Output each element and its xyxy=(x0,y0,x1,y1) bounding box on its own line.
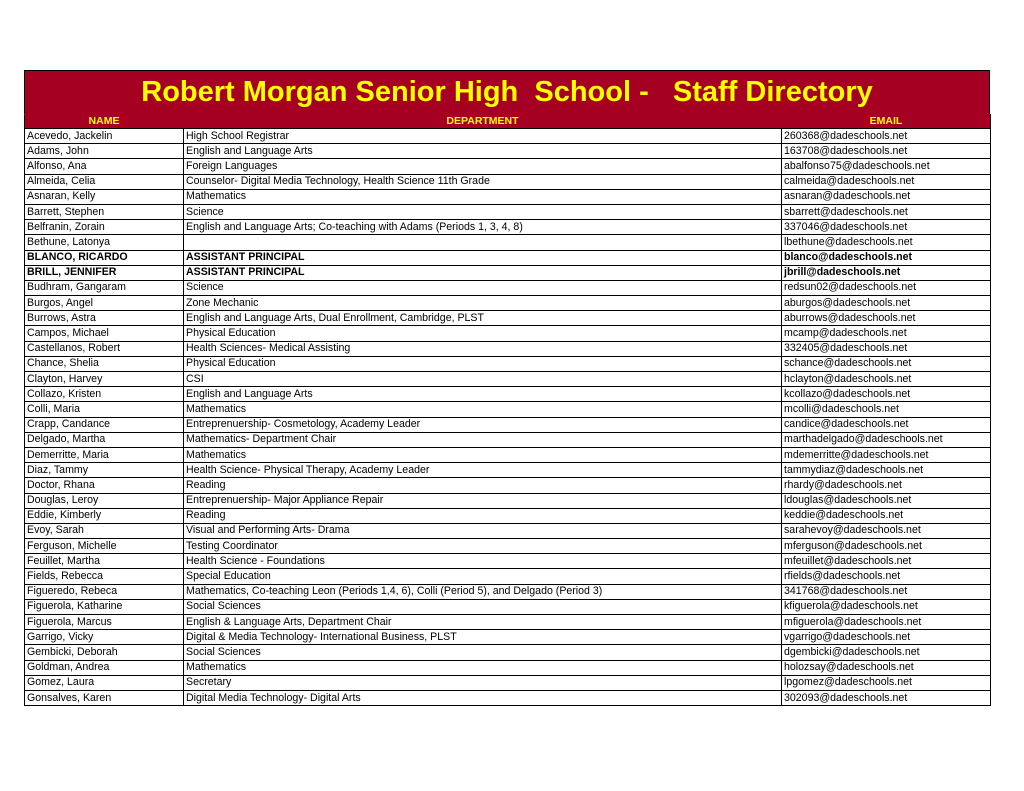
cell-department: Mathematics xyxy=(184,447,782,462)
cell-email: hclayton@dadeschools.net xyxy=(782,372,991,387)
table-row xyxy=(25,508,991,523)
table-row xyxy=(25,599,991,614)
cell-department: English and Language Arts, Dual Enrollment, Cambridge, PLST xyxy=(184,311,782,326)
cell-email: redsun02@dadeschools.net xyxy=(782,280,991,295)
cell-email: kfiguerola@dadeschools.net xyxy=(782,599,991,614)
cell-department: Zone Mechanic xyxy=(184,296,782,311)
cell-email: dgembicki@dadeschools.net xyxy=(782,645,991,660)
table-row xyxy=(25,478,991,493)
cell-email: rhardy@dadeschools.net xyxy=(782,478,991,493)
table-row xyxy=(25,341,991,356)
cell-department: English and Language Arts xyxy=(184,144,782,159)
table-row xyxy=(25,189,991,204)
title-banner xyxy=(24,70,990,114)
cell-name: Budhram, Gangaram xyxy=(25,280,184,295)
table-row xyxy=(25,129,991,144)
cell-department: Mathematics, Co-teaching Leon (Periods 1,4, 6), Colli (Period 5), and Delgado (Period 3) xyxy=(184,584,782,599)
cell-name: Clayton, Harvey xyxy=(25,372,184,387)
table-row xyxy=(25,630,991,645)
cell-name: Figuerola, Marcus xyxy=(25,615,184,630)
cell-name: Belfranin, Zorain xyxy=(25,220,184,235)
cell-email: calmeida@dadeschools.net xyxy=(782,174,991,189)
table-row xyxy=(25,387,991,402)
cell-name: Eddie, Kimberly xyxy=(25,508,184,523)
cell-email: 332405@dadeschools.net xyxy=(782,341,991,356)
cell-department: Special Education xyxy=(184,569,782,584)
cell-department: Health Sciences- Medical Assisting xyxy=(184,341,782,356)
cell-department: ASSISTANT PRINCIPAL xyxy=(184,265,782,280)
cell-email: aburgos@dadeschools.net xyxy=(782,296,991,311)
table-body xyxy=(25,129,991,706)
cell-email: mferguson@dadeschools.net xyxy=(782,539,991,554)
table-row xyxy=(25,326,991,341)
staff-table xyxy=(24,114,991,706)
cell-email: lbethune@dadeschools.net xyxy=(782,235,991,250)
cell-department: Digital Media Technology- Digital Arts xyxy=(184,690,782,705)
cell-name: BLANCO, RICARDO xyxy=(25,250,184,265)
cell-email: ldouglas@dadeschools.net xyxy=(782,493,991,508)
column-header-department: DEPARTMENT xyxy=(184,115,782,129)
table-row xyxy=(25,432,991,447)
cell-name: Figueredo, Rebeca xyxy=(25,584,184,599)
table-row xyxy=(25,265,991,280)
table-row xyxy=(25,402,991,417)
cell-email: abalfonso75@dadeschools.net xyxy=(782,159,991,174)
cell-name: Crapp, Candance xyxy=(25,417,184,432)
cell-department: Physical Education xyxy=(184,326,782,341)
table-row xyxy=(25,174,991,189)
cell-department: Mathematics xyxy=(184,402,782,417)
cell-email: candice@dadeschools.net xyxy=(782,417,991,432)
cell-department: Secretary xyxy=(184,675,782,690)
cell-email: tammydiaz@dadeschools.net xyxy=(782,463,991,478)
cell-department: Reading xyxy=(184,478,782,493)
cell-department: Social Sciences xyxy=(184,645,782,660)
cell-department xyxy=(184,235,782,250)
cell-email: 341768@dadeschools.net xyxy=(782,584,991,599)
table-row xyxy=(25,372,991,387)
cell-department: English & Language Arts, Department Chair xyxy=(184,615,782,630)
cell-department: Physical Education xyxy=(184,356,782,371)
cell-name: Delgado, Martha xyxy=(25,432,184,447)
cell-department: Entreprenuership- Cosmetology, Academy Leader xyxy=(184,417,782,432)
table-row xyxy=(25,280,991,295)
page-title: Robert Morgan Senior High School - Staff Directory xyxy=(141,76,873,108)
table-row xyxy=(25,296,991,311)
cell-department: Science xyxy=(184,280,782,295)
cell-name: Burgos, Angel xyxy=(25,296,184,311)
table-row xyxy=(25,584,991,599)
cell-department: English and Language Arts xyxy=(184,387,782,402)
table-row xyxy=(25,690,991,705)
cell-name: Ferguson, Michelle xyxy=(25,539,184,554)
cell-name: Demerritte, Maria xyxy=(25,447,184,462)
cell-name: Campos, Michael xyxy=(25,326,184,341)
cell-email: kcollazo@dadeschools.net xyxy=(782,387,991,402)
table-row xyxy=(25,675,991,690)
cell-email: 337046@dadeschools.net xyxy=(782,220,991,235)
cell-name: Gomez, Laura xyxy=(25,675,184,690)
table-row xyxy=(25,250,991,265)
cell-name: Bethune, Latonya xyxy=(25,235,184,250)
table-row xyxy=(25,539,991,554)
table-row xyxy=(25,220,991,235)
cell-name: Castellanos, Robert xyxy=(25,341,184,356)
cell-email: sbarrett@dadeschools.net xyxy=(782,204,991,219)
cell-name: Fields, Rebecca xyxy=(25,569,184,584)
cell-email: lpgomez@dadeschools.net xyxy=(782,675,991,690)
cell-department: Visual and Performing Arts- Drama xyxy=(184,523,782,538)
cell-name: Alfonso, Ana xyxy=(25,159,184,174)
table-row xyxy=(25,356,991,371)
cell-name: Burrows, Astra xyxy=(25,311,184,326)
cell-name: Goldman, Andrea xyxy=(25,660,184,675)
cell-email: sarahevoy@dadeschools.net xyxy=(782,523,991,538)
cell-department: Reading xyxy=(184,508,782,523)
cell-department: High School Registrar xyxy=(184,129,782,144)
cell-department: Health Science- Physical Therapy, Academy Leader xyxy=(184,463,782,478)
cell-email: blanco@dadeschools.net xyxy=(782,250,991,265)
cell-department: ASSISTANT PRINCIPAL xyxy=(184,250,782,265)
table-row xyxy=(25,311,991,326)
cell-department: Science xyxy=(184,204,782,219)
cell-department: Mathematics xyxy=(184,660,782,675)
cell-email: schance@dadeschools.net xyxy=(782,356,991,371)
header-row xyxy=(25,115,991,129)
cell-department: CSI xyxy=(184,372,782,387)
table-row xyxy=(25,235,991,250)
cell-email: mfeuillet@dadeschools.net xyxy=(782,554,991,569)
table-row xyxy=(25,204,991,219)
table-row xyxy=(25,523,991,538)
cell-email: keddie@dadeschools.net xyxy=(782,508,991,523)
table-row xyxy=(25,569,991,584)
cell-name: Collazo, Kristen xyxy=(25,387,184,402)
staff-directory-sheet xyxy=(24,70,990,706)
cell-department: Counselor- Digital Media Technology, Health Science 11th Grade xyxy=(184,174,782,189)
cell-name: Chance, Shelia xyxy=(25,356,184,371)
table-row xyxy=(25,447,991,462)
table-row xyxy=(25,144,991,159)
cell-name: Gonsalves, Karen xyxy=(25,690,184,705)
cell-department: Mathematics- Department Chair xyxy=(184,432,782,447)
cell-name: Figuerola, Katharine xyxy=(25,599,184,614)
column-header-email: EMAIL xyxy=(782,115,991,129)
cell-name: Evoy, Sarah xyxy=(25,523,184,538)
cell-name: Acevedo, Jackelin xyxy=(25,129,184,144)
cell-email: mcamp@dadeschools.net xyxy=(782,326,991,341)
cell-email: 163708@dadeschools.net xyxy=(782,144,991,159)
cell-name: BRILL, JENNIFER xyxy=(25,265,184,280)
cell-email: vgarrigo@dadeschools.net xyxy=(782,630,991,645)
cell-department: Social Sciences xyxy=(184,599,782,614)
cell-email: mdemerritte@dadeschools.net xyxy=(782,447,991,462)
cell-name: Asnaran, Kelly xyxy=(25,189,184,204)
cell-name: Feuillet, Martha xyxy=(25,554,184,569)
table-row xyxy=(25,660,991,675)
cell-email: 260368@dadeschools.net xyxy=(782,129,991,144)
cell-department: Testing Coordinator xyxy=(184,539,782,554)
column-header-name: NAME xyxy=(25,115,184,129)
cell-name: Gembicki, Deborah xyxy=(25,645,184,660)
cell-name: Barrett, Stephen xyxy=(25,204,184,219)
cell-name: Douglas, Leroy xyxy=(25,493,184,508)
table-row xyxy=(25,615,991,630)
cell-email: aburrows@dadeschools.net xyxy=(782,311,991,326)
cell-department: Digital & Media Technology- International Business, PLST xyxy=(184,630,782,645)
cell-name: Almeida, Celia xyxy=(25,174,184,189)
cell-name: Garrigo, Vicky xyxy=(25,630,184,645)
table-row xyxy=(25,554,991,569)
cell-department: Foreign Languages xyxy=(184,159,782,174)
cell-name: Adams, John xyxy=(25,144,184,159)
cell-email: rfields@dadeschools.net xyxy=(782,569,991,584)
cell-email: mfiguerola@dadeschools.net xyxy=(782,615,991,630)
table-row xyxy=(25,463,991,478)
cell-name: Doctor, Rhana xyxy=(25,478,184,493)
cell-email: 302093@dadeschools.net xyxy=(782,690,991,705)
table-row xyxy=(25,417,991,432)
cell-email: asnaran@dadeschools.net xyxy=(782,189,991,204)
cell-email: jbrill@dadeschools.net xyxy=(782,265,991,280)
cell-email: marthadelgado@dadeschools.net xyxy=(782,432,991,447)
cell-department: English and Language Arts; Co-teaching with Adams (Periods 1, 3, 4, 8) xyxy=(184,220,782,235)
cell-name: Diaz, Tammy xyxy=(25,463,184,478)
cell-email: mcolli@dadeschools.net xyxy=(782,402,991,417)
cell-department: Entreprenuership- Major Appliance Repair xyxy=(184,493,782,508)
table-row xyxy=(25,645,991,660)
cell-department: Health Science - Foundations xyxy=(184,554,782,569)
table-row xyxy=(25,493,991,508)
cell-department: Mathematics xyxy=(184,189,782,204)
cell-email: holozsay@dadeschools.net xyxy=(782,660,991,675)
table-row xyxy=(25,159,991,174)
cell-name: Colli, Maria xyxy=(25,402,184,417)
